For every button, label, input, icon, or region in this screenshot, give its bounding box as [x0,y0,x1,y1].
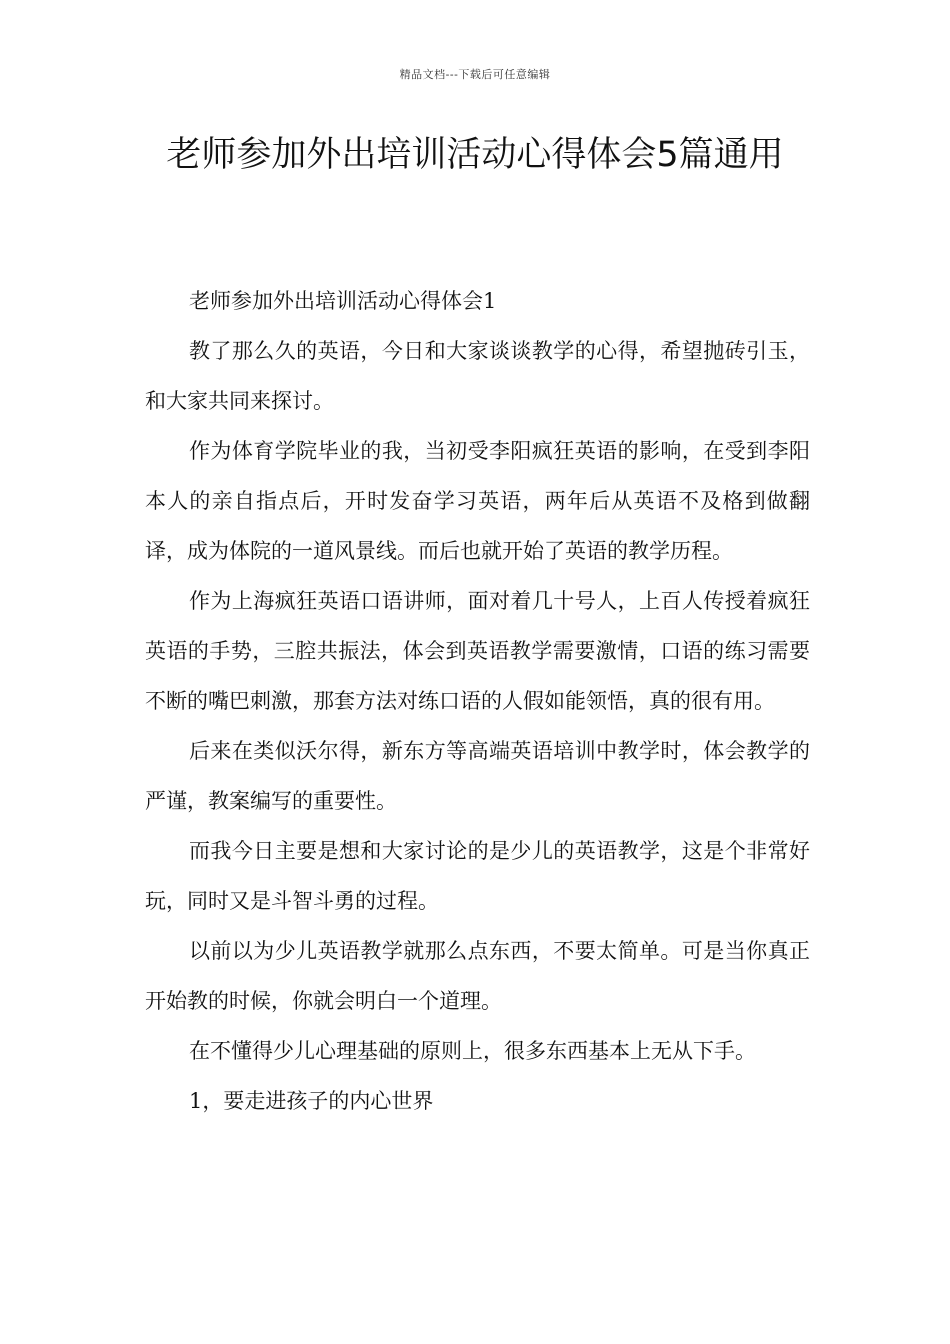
paragraph: 教了那么久的英语，今日和大家谈谈教学的心得，希望抛砖引玉，和大家共同来探讨。 [145,339,810,413]
paragraph: 作为体育学院毕业的我，当初受李阳疯狂英语的影响，在受到李阳本人的亲自指点后，开时发奋学习英语，两年后从英语不及格到做翻译，成为体院的一道风景线。而后也就开始了英语的教学历程。 [145,439,810,563]
header-note: 精品文档---下载后可任意编辑 [399,68,551,81]
document-body [145,276,810,1126]
list-item-heading: 1，要走进孩子的内心世界 [189,1089,434,1113]
paragraph: 以前以为少儿英语教学就那么点东西，不要太简单。可是当你真正开始教的时候，你就会明白一个道理。 [145,939,810,1013]
paragraph: 后来在类似沃尔得，新东方等高端英语培训中教学时，体会教学的严谨，教案编写的重要性。 [145,739,810,813]
paragraph: 而我今日主要是想和大家讨论的是少儿的英语教学，这是个非常好玩，同时又是斗智斗勇的过程。 [145,839,810,913]
paragraph: 在不懂得少儿心理基础的原则上，很多东西基本上无从下手。 [189,1039,756,1063]
document-title: 老师参加外出培训活动心得体会5篇通用 [166,135,784,175]
paragraph: 作为上海疯狂英语口语讲师，面对着几十号人，上百人传授着疯狂英语的手势，三腔共振法，体会到英语教学需要激情，口语的练习需要不断的嘴巴刺激，那套方法对练口语的人假如能领悟，真的很有用。 [145,589,810,713]
section-heading: 老师参加外出培训活动心得体会1 [189,289,497,313]
